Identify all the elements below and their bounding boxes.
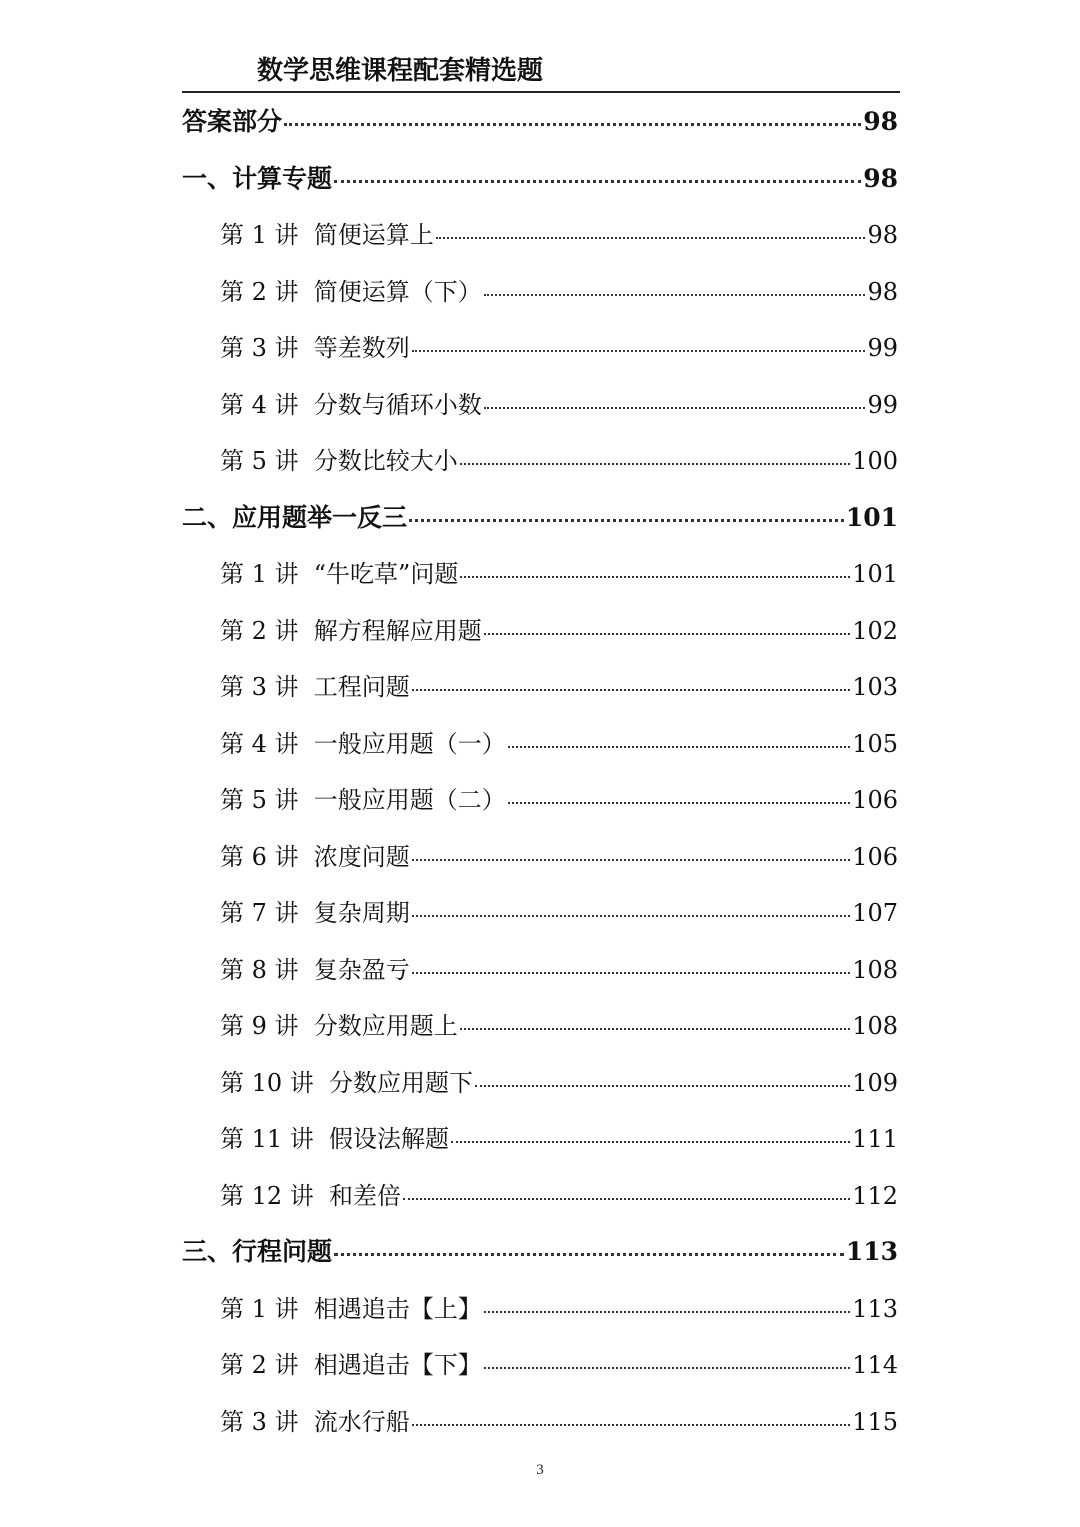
toc-entry-page-number: 102 <box>852 616 898 645</box>
toc-entry-page-number: 99 <box>867 390 898 419</box>
toc-dot-leader <box>436 237 866 239</box>
toc-dot-leader <box>484 633 850 635</box>
toc-dot-leader <box>412 350 866 352</box>
toc-lecture-entry <box>182 1172 898 1229</box>
toc-entry-title: 第 2 讲 相遇追击【下】 <box>220 1351 482 1379</box>
toc-lecture-entry <box>182 889 898 946</box>
toc-dot-leader <box>403 1198 850 1200</box>
toc-dot-leader <box>484 1367 850 1369</box>
toc-section-entry <box>182 494 898 551</box>
toc-entry-title: 第 5 讲 分数比较大小 <box>220 447 458 475</box>
toc-lecture-entry <box>182 1059 898 1116</box>
toc-entry-title: 第 3 讲 等差数列 <box>220 334 410 362</box>
toc-entry-page-number: 98 <box>863 163 898 193</box>
toc-dot-leader <box>460 463 850 465</box>
toc-lecture-entry <box>182 946 898 1003</box>
toc-lecture-entry <box>182 1285 898 1342</box>
toc-entry-title: 第 3 讲 流水行船 <box>220 1407 410 1436</box>
toc-entry-title: 第 12 讲 和差倍 <box>220 1181 402 1210</box>
toc-entry-title: 第 2 讲 简便运算（下） <box>220 277 482 306</box>
toc-dot-leader <box>412 915 850 917</box>
page-number: 3 <box>536 1462 544 1478</box>
toc-dot-leader <box>334 1253 844 1256</box>
toc-entry-title: 第 2 讲 解方程解应用题 <box>220 616 482 645</box>
toc-entry-title: 第 6 讲 浓度问题 <box>220 842 410 871</box>
toc-entry-title: 第 7 讲 复杂周期 <box>220 899 410 927</box>
toc-entry-title: 第 8 讲 复杂盈亏 <box>220 955 410 984</box>
toc-entry-title: 第 9 讲 分数应用题上 <box>220 1012 458 1040</box>
toc-lecture-entry <box>182 1115 898 1172</box>
toc-entry-page-number: 107 <box>852 899 898 927</box>
toc-section-entry <box>182 98 898 155</box>
toc-entry-page-number: 98 <box>867 277 898 306</box>
toc-section-entry <box>182 1228 898 1285</box>
toc-entry-page-number: 113 <box>852 1294 898 1323</box>
toc-lecture-entry <box>182 1398 898 1455</box>
toc-dot-leader <box>412 859 850 861</box>
toc-dot-leader <box>475 1085 850 1087</box>
toc-entry-title: 第 4 讲 一般应用题（一） <box>220 729 506 758</box>
toc-lecture-entry <box>182 268 898 325</box>
toc-entry-title: 三、行程问题 <box>182 1237 333 1266</box>
toc-entry-page-number: 103 <box>852 673 898 701</box>
toc-entry-page-number: 98 <box>867 221 898 249</box>
toc-dot-leader <box>409 519 844 522</box>
header-rule <box>182 91 900 93</box>
toc-lecture-entry <box>182 437 898 494</box>
toc-entry-page-number: 106 <box>852 842 898 871</box>
toc-lecture-entry <box>182 1002 898 1059</box>
toc-lecture-entry <box>182 663 898 720</box>
toc-lecture-entry <box>182 211 898 268</box>
toc-lecture-entry <box>182 550 898 607</box>
toc-dot-leader <box>508 802 850 804</box>
document-header-title: 数学思维课程配套精选题 <box>257 56 544 86</box>
toc-entry-title: 二、应用题举一反三 <box>182 502 408 532</box>
toc-entry-title: 第 11 讲 假设法解题 <box>220 1125 450 1153</box>
toc-entry-title: 第 1 讲 相遇追击【上】 <box>220 1294 482 1323</box>
toc-entry-title: 第 1 讲 “牛吃草”问题 <box>220 560 459 588</box>
toc-dot-leader <box>284 123 861 126</box>
toc-entry-page-number: 113 <box>845 1237 898 1266</box>
toc-entry-page-number: 101 <box>852 560 898 588</box>
toc-entry-page-number: 112 <box>852 1181 898 1210</box>
toc-entry-page-number: 100 <box>852 447 898 475</box>
toc-entry-page-number: 109 <box>852 1068 898 1097</box>
toc-dot-leader <box>334 180 861 183</box>
toc-lecture-entry <box>182 833 898 890</box>
toc-entry-page-number: 98 <box>863 107 898 136</box>
toc-dot-leader <box>412 689 850 691</box>
toc-entry-page-number: 101 <box>845 502 898 532</box>
toc-entry-page-number: 114 <box>852 1351 898 1379</box>
toc-dot-leader <box>508 746 850 748</box>
toc-lecture-entry <box>182 324 898 381</box>
toc-entry-page-number: 105 <box>852 729 898 758</box>
table-of-contents <box>182 98 898 1454</box>
toc-entry-page-number: 108 <box>852 955 898 984</box>
toc-entry-title: 第 1 讲 简便运算上 <box>220 221 434 249</box>
toc-entry-page-number: 106 <box>852 786 898 814</box>
toc-dot-leader <box>484 1311 850 1313</box>
toc-lecture-entry <box>182 776 898 833</box>
toc-lecture-entry <box>182 1341 898 1398</box>
toc-dot-leader <box>460 1028 850 1030</box>
toc-lecture-entry <box>182 381 898 438</box>
toc-entry-title: 第 10 讲 分数应用题下 <box>220 1068 474 1097</box>
toc-dot-leader <box>460 576 850 578</box>
toc-lecture-entry <box>182 720 898 777</box>
toc-dot-leader <box>484 294 866 296</box>
toc-entry-page-number: 99 <box>867 334 898 362</box>
toc-dot-leader <box>412 1424 850 1426</box>
toc-dot-leader <box>451 1141 850 1143</box>
toc-entry-title: 第 3 讲 工程问题 <box>220 673 410 701</box>
toc-entry-page-number: 111 <box>852 1125 898 1153</box>
toc-dot-leader <box>412 972 850 974</box>
toc-entry-title: 一、计算专题 <box>182 163 333 193</box>
toc-entry-title: 答案部分 <box>182 107 283 136</box>
toc-dot-leader <box>484 407 866 409</box>
toc-lecture-entry <box>182 607 898 664</box>
toc-section-entry <box>182 155 898 212</box>
toc-entry-title: 第 4 讲 分数与循环小数 <box>220 390 482 419</box>
toc-entry-title: 第 5 讲 一般应用题（二） <box>220 786 506 814</box>
toc-entry-page-number: 115 <box>852 1407 898 1436</box>
toc-entry-page-number: 108 <box>852 1012 898 1040</box>
